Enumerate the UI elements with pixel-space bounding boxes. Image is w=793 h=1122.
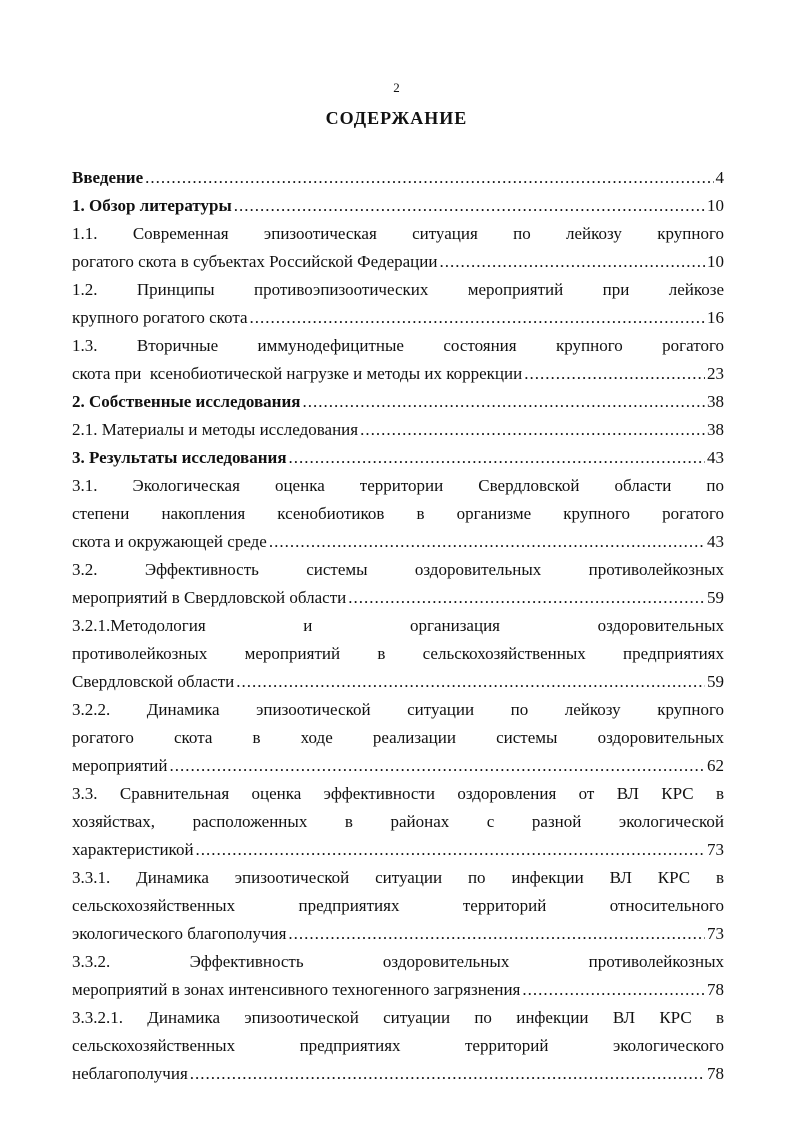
toc-entry: 1.1. Современная эпизоотическая ситуация по лейкозу крупного — [72, 224, 724, 243]
dot-leader — [360, 416, 705, 444]
table-of-contents — [72, 164, 724, 1088]
dot-leader — [522, 976, 705, 1004]
toc-entry — [72, 584, 724, 612]
dot-leader — [234, 192, 705, 220]
dot-leader — [196, 836, 705, 864]
toc-entry: 1.3. Вторичные иммунодефицитные состояния крупного рогатого — [72, 336, 724, 355]
toc-entry: 3.2. Эффективность системы оздоровительных противолейкозных — [72, 560, 724, 579]
toc-page-number: 78 — [707, 1064, 724, 1083]
toc-entry: рогатого скота в ходе реализации системы оздоровительных — [72, 728, 724, 747]
dot-leader — [302, 388, 705, 416]
toc-entry: сельскохозяйственных предприятиях территорий экологического — [72, 1036, 724, 1055]
toc-entry-text: характеристикой — [72, 840, 194, 859]
toc-page-number: 43 — [707, 532, 724, 551]
toc-entry: степени накопления ксенобиотиков в организме крупного рогатого — [72, 504, 724, 523]
toc-page-number: 78 — [707, 980, 724, 999]
toc-entry-text: экологического благополучия — [72, 924, 287, 943]
toc-entry — [72, 444, 724, 472]
toc-entry: хозяйствах, расположенных в районах с разной экологической — [72, 812, 724, 831]
toc-entry: 3.3.2. Эффективность оздоровительных противолейкозных — [72, 952, 724, 971]
toc-entry — [72, 360, 724, 388]
toc-entry — [72, 304, 724, 332]
page-title: СОДЕРЖАНИЕ — [325, 108, 468, 128]
toc-page-number: 16 — [707, 308, 724, 327]
toc-entry-text: скота при ксенобиотической нагрузке и методы их коррекции — [72, 364, 523, 383]
toc-page-number: 62 — [707, 756, 724, 775]
toc-entry-text: мероприятий — [72, 756, 168, 775]
toc-entry: 3.1. Экологическая оценка территории Свердловской области по — [72, 476, 724, 495]
dot-leader — [236, 668, 705, 696]
toc-page-number: 10 — [707, 196, 724, 215]
toc-entry-text: 2. Собственные исследования — [72, 392, 301, 411]
toc-entry — [72, 248, 724, 276]
toc-entry-text: крупного рогатого скота — [72, 308, 248, 327]
toc-page-number: 38 — [707, 392, 724, 411]
toc-entry-text: рогатого скота в субъектах Российской Федерации — [72, 252, 438, 271]
toc-page-number: 10 — [707, 252, 724, 271]
dot-leader — [288, 920, 705, 948]
toc-entry-text: мероприятий в зонах интенсивного техногенного загрязнения — [72, 980, 521, 999]
toc-page-number: 73 — [707, 840, 724, 859]
toc-entry-text: скота и окружающей среде — [72, 532, 267, 551]
toc-entry — [72, 920, 724, 948]
toc-entry — [72, 836, 724, 864]
toc-entry-text: Свердловской области — [72, 672, 235, 691]
dot-leader — [250, 304, 705, 332]
toc-entry-text: неблагополучия — [72, 1064, 188, 1083]
toc-entry — [72, 164, 724, 192]
toc-entry: 1.2. Принципы противоэпизоотических мероприятий при лейкозе — [72, 280, 724, 299]
toc-entry: противолейкозных мероприятий в сельскохозяйственных предприятиях — [72, 644, 724, 663]
toc-entry — [72, 416, 724, 444]
toc-entry-text: 3. Результаты исследования — [72, 448, 287, 467]
dot-leader — [145, 164, 713, 192]
toc-entry — [72, 976, 724, 1004]
toc-entry-text: 1. Обзор литературы — [72, 196, 232, 215]
dot-leader — [524, 360, 705, 388]
dot-leader — [169, 752, 705, 780]
toc-entry: 3.3. Сравнительная оценка эффективности оздоровления от ВЛ КРС в — [72, 784, 724, 803]
toc-entry-text: 2.1. Материалы и методы исследования — [72, 420, 359, 439]
toc-page-number: 23 — [707, 364, 724, 383]
dot-leader — [348, 584, 705, 612]
toc-page-number: 59 — [707, 588, 724, 607]
toc-entry-text: Введение — [72, 168, 144, 187]
toc-entry: 3.3.1. Динамика эпизоотической ситуации по инфекции ВЛ КРС в — [72, 868, 724, 887]
toc-page-number: 59 — [707, 672, 724, 691]
toc-page-number: 43 — [707, 448, 724, 467]
toc-entry: 3.3.2.1. Динамика эпизоотической ситуации по инфекции ВЛ КРС в — [72, 1008, 724, 1027]
dot-leader — [190, 1060, 705, 1088]
toc-entry-text: мероприятий в Свердловской области — [72, 588, 347, 607]
toc-page-number: 73 — [707, 924, 724, 943]
toc-entry — [72, 388, 724, 416]
toc-entry — [72, 752, 724, 780]
page-number: 2 — [393, 80, 400, 95]
toc-page-number: 4 — [715, 168, 724, 187]
toc-entry: 3.2.2. Динамика эпизоотической ситуации по лейкозу крупного — [72, 700, 724, 719]
toc-entry: сельскохозяйственных предприятиях территорий относительного — [72, 896, 724, 915]
toc-entry — [72, 668, 724, 696]
dot-leader — [439, 248, 705, 276]
toc-entry — [72, 1060, 724, 1088]
dot-leader — [269, 528, 705, 556]
toc-page-number: 38 — [707, 420, 724, 439]
toc-entry: 3.2.1.Методология и организация оздоровительных — [72, 616, 724, 635]
toc-entry — [72, 528, 724, 556]
dot-leader — [289, 444, 705, 472]
toc-entry — [72, 192, 724, 220]
